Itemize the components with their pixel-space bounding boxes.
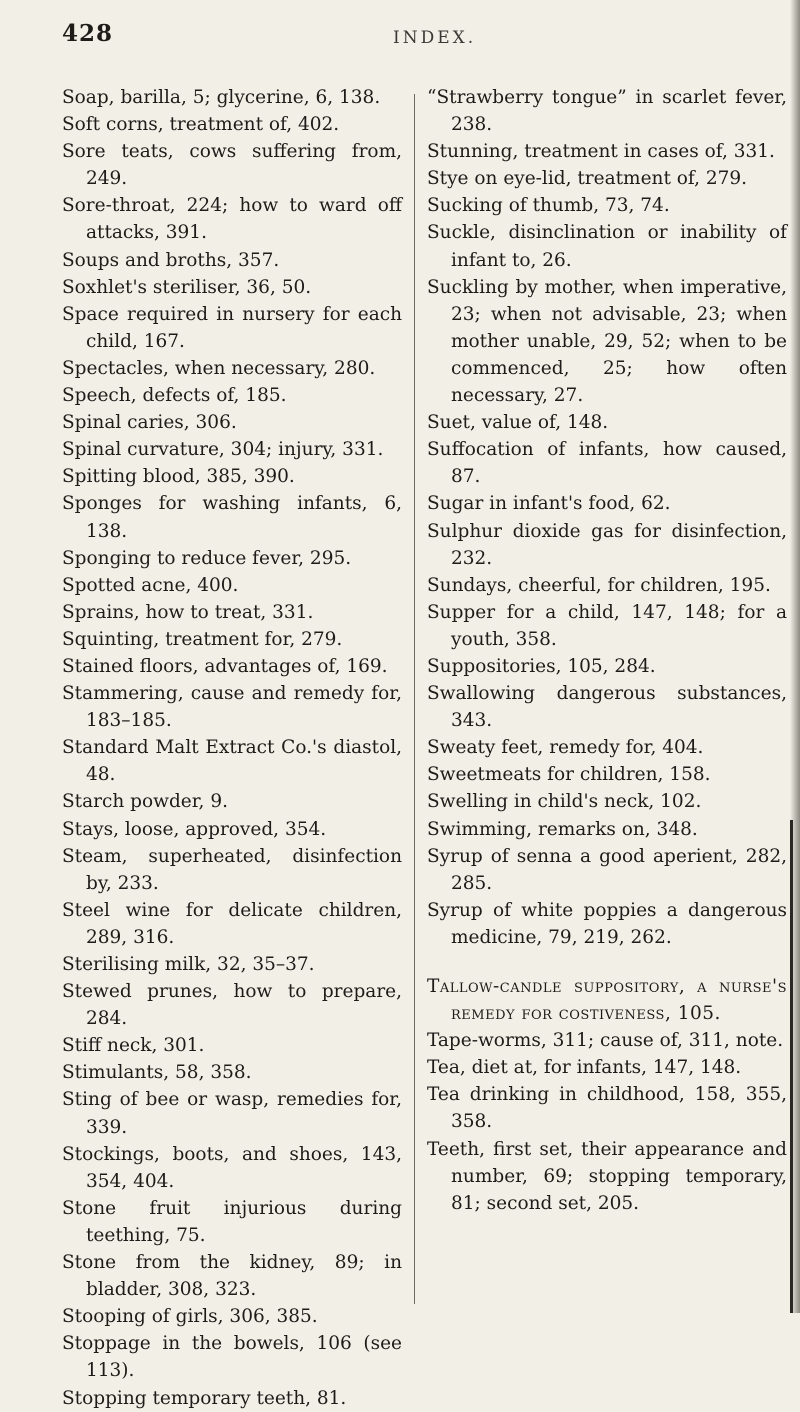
index-entry: Soups and broths, 357. xyxy=(62,249,280,271)
column-divider xyxy=(414,94,415,1304)
index-entry: Stammering, cause and remedy for, 183–185. xyxy=(62,683,402,732)
index-entry: Suffocation of infants, how caused, 87. xyxy=(427,439,787,488)
index-entry: Stye on eye-lid, treatment of, 279. xyxy=(427,168,748,190)
index-entry: Stewed prunes, how to prepare, 284. xyxy=(62,981,402,1030)
index-entry: Stone fruit injurious during teething, 75. xyxy=(62,1197,402,1246)
index-entry: Sore teats, cows suffering from, 249. xyxy=(62,141,402,190)
index-entry: Sponging to reduce fever, 295. xyxy=(62,547,352,569)
index-entry: Stained floors, advantages of, 169. xyxy=(62,655,388,677)
index-entry: Sugar in infant's food, 62. xyxy=(427,493,671,515)
index-entry: Sting of bee or wasp, remedies for, 339. xyxy=(62,1089,402,1138)
index-entry: Spotted acne, 400. xyxy=(62,574,239,596)
index-entry: Stunning, treatment in cases of, 331. xyxy=(427,141,775,163)
index-entry: Syrup of senna a good aperient, 282, 285. xyxy=(427,845,787,894)
index-entry: Standard Malt Extract Co.'s diastol, 48. xyxy=(62,737,402,786)
index-entry: Steam, superheated, disinfection by, 233. xyxy=(62,845,402,894)
index-column-right xyxy=(427,84,787,1217)
index-entry: Tea drinking in childhood, 158, 355, 358. xyxy=(427,1084,787,1133)
index-entry: Stiff neck, 301. xyxy=(62,1035,205,1057)
index-entry: Syrup of white poppies a dangerous medicine, 79, 219, 262. xyxy=(427,899,787,948)
index-entry: Soap, barilla, 5; glycerine, 6, 138. xyxy=(62,87,381,108)
index-entry: Swallowing dangerous substances, 343. xyxy=(427,683,787,732)
index-entry: Spinal curvature, 304; injury, 331. xyxy=(62,439,384,461)
index-entry: Suckle, disinclination or inability of infant to, 26. xyxy=(427,222,787,271)
index-entry: Suckling by mother, when imperative, 23; when not advisable, 23; when mother unable, 29, 52; when to be commenced, 25; how often necessary, 27. xyxy=(427,276,787,407)
index-entry: Swelling in child's neck, 102. xyxy=(427,791,702,813)
page-edge-line xyxy=(790,820,793,1313)
index-entry: Supper for a child, 147, 148; for a youth, 358. xyxy=(427,601,787,650)
index-entry: Steel wine for delicate children, 289, 316. xyxy=(62,899,402,948)
index-entry: Teeth, first set, their appearance and number, 69; stopping temporary, 81; second set, 205. xyxy=(427,1138,787,1214)
index-entry: Tape-worms, 311; cause of, 311, note. xyxy=(427,1030,784,1052)
index-entry: Stopping temporary teeth, 81. xyxy=(62,1387,347,1409)
index-entry: Stimulants, 58, 358. xyxy=(62,1062,252,1084)
index-entry: Suppositories, 105, 284. xyxy=(427,655,656,677)
index-entry: Tallow-candle suppository, a nurse's remedy for costiveness, 105. xyxy=(427,976,787,1025)
index-entry: Stooping of girls, 306, 385. xyxy=(62,1306,318,1328)
index-entry: Stone from the kidney, 89; in bladder, 308, 323. xyxy=(62,1252,402,1301)
index-entry: Soxhlet's steriliser, 36, 50. xyxy=(62,276,312,298)
index-entry: Spectacles, when necessary, 280. xyxy=(62,357,376,379)
index-entry: “Strawberry tongue” in scarlet fever, 238. xyxy=(427,87,787,136)
index-entry: Sweaty feet, remedy for, 404. xyxy=(427,737,704,759)
index-entry: Squinting, treatment for, 279. xyxy=(62,628,343,650)
index-entry: Sundays, cheerful, for children, 195. xyxy=(427,574,771,596)
index-entry: Sucking of thumb, 73, 74. xyxy=(427,195,670,217)
index-entry: Suet, value of, 148. xyxy=(427,412,609,434)
running-head: INDEX. xyxy=(393,28,477,48)
index-entry: Sulphur dioxide gas for disinfection, 232. xyxy=(427,520,787,569)
index-entry: Sterilising milk, 32, 35–37. xyxy=(62,954,315,975)
index-entry: Spinal caries, 306. xyxy=(62,412,237,434)
index-entry: Sweetmeats for children, 158. xyxy=(427,764,711,786)
page-number: 428 xyxy=(62,20,114,47)
index-entry: Speech, defects of, 185. xyxy=(62,385,287,407)
index-entry: Stays, loose, approved, 354. xyxy=(62,818,327,840)
index-column-left xyxy=(62,84,402,1412)
index-entry: Tea, diet at, for infants, 147, 148. xyxy=(427,1057,742,1079)
index-entry: Sponges for washing infants, 6, 138. xyxy=(62,493,402,542)
index-entry: Soft corns, treatment of, 402. xyxy=(62,114,340,136)
page-header xyxy=(0,20,800,60)
index-entry: Swimming, remarks on, 348. xyxy=(427,818,698,840)
index-entry: Starch powder, 9. xyxy=(62,791,228,813)
index-entry: Space required in nursery for each child, 167. xyxy=(62,303,402,352)
index-entry: Spitting blood, 385, 390. xyxy=(62,466,295,488)
index-entry: Sore-throat, 224; how to ward off attacks, 391. xyxy=(62,195,402,244)
index-entry: Stoppage in the bowels, 106 (see 113). xyxy=(62,1333,402,1382)
index-entry: Stockings, boots, and shoes, 143, 354, 404. xyxy=(62,1143,402,1192)
index-entry: Sprains, how to treat, 331. xyxy=(62,601,314,623)
